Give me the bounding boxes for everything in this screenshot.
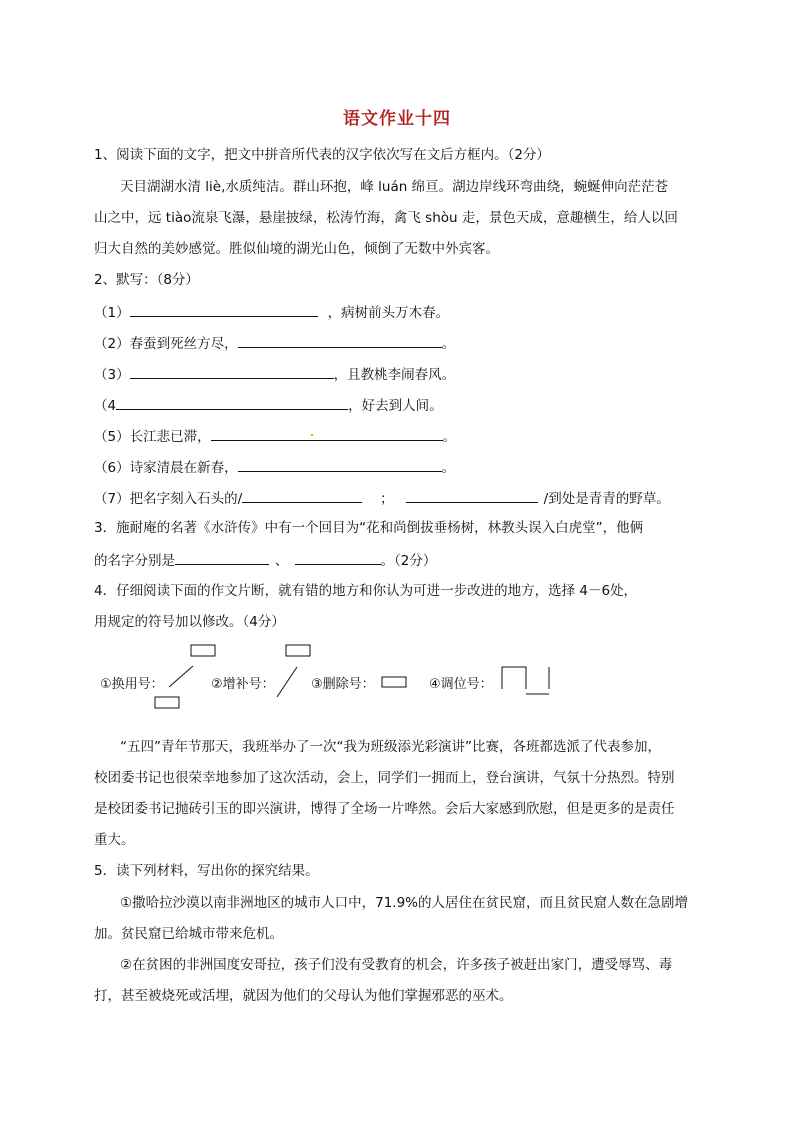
- q4-line-1: 4．仔细阅读下面的作文片断，就有错的地方和你认为可进一步改进的地方，选择 4－6处，: [94, 583, 638, 599]
- q2-line-5-text: （5）长江悲已滞，: [94, 429, 211, 445]
- answer-blank[interactable]: [238, 333, 442, 348]
- q3-separator: 、: [275, 553, 289, 569]
- symbol-replace-label: ①换用号：: [100, 677, 164, 692]
- q2-line-7: [94, 488, 670, 508]
- q4-passage-line-4: 重大。: [94, 832, 135, 848]
- q2-line-3-text: ，且教桃李闹春风。: [333, 367, 456, 383]
- symbol-delete: [311, 673, 375, 692]
- q4-passage-line-2: 校团委书记也很荣幸地参加了这次活动，会上，同学们一拥而上，登台演讲，气氛十分热烈。特别: [94, 770, 675, 786]
- q5-material-2-line-2: 打，甚至被烧死或活埋，就因为他们的父母认为他们掌握邪恶的巫术。: [94, 988, 513, 1004]
- q2-line-2: [94, 333, 455, 353]
- q5-material-2-line-1: ②在贫困的非洲国度安哥拉，孩子们没有受教育的机会，许多孩子被赶出家门，遭受辱骂、毒: [120, 957, 673, 973]
- q2-line-7-end: /到处是青青的野草。: [543, 491, 670, 507]
- answer-blank[interactable]: [295, 550, 381, 565]
- q2-line-4-number: （4: [94, 398, 117, 414]
- q2-line-3-number: （3）: [94, 367, 130, 383]
- delete-mark-icon: [382, 673, 383, 674]
- q2-line-3: [94, 364, 455, 384]
- q2-line-6: [94, 457, 455, 477]
- q2-line-6-end: 。: [441, 460, 456, 476]
- symbol-insert-label: ②增补号：: [211, 677, 275, 692]
- replace-mark-icon: [155, 673, 156, 674]
- q3-line-2-end: 。（2分）: [380, 553, 437, 569]
- answer-blank[interactable]: [175, 550, 269, 565]
- answer-blank[interactable]: [406, 488, 538, 503]
- q2-line-1-text: ，病树前头万木春。: [327, 305, 450, 321]
- symbol-reorder-label: ④调位号：: [429, 677, 493, 692]
- q5-material-1-line-2: 加。贫民窟已给城市带来危机。: [94, 926, 283, 942]
- q3-line-2-text: 的名字分别是: [94, 553, 175, 569]
- q2-line-4-text: ，好去到人间。: [348, 398, 443, 414]
- insert-mark-icon: [275, 673, 276, 674]
- q3-line-2: [94, 550, 436, 570]
- q4-passage-line-3: 是校团委书记抛砖引玉的即兴演讲，博得了全场一片哗然。会后大家感到欣慰，但是更多的是责任: [94, 801, 675, 817]
- q2-line-6-text: （6）诗家清晨在新春，: [94, 460, 238, 476]
- q1-prompt: 1、阅读下面的文字，把文中拼音所代表的汉字依次写在文后方框内。（2分）: [94, 147, 550, 163]
- q2-line-5: [94, 426, 456, 446]
- q2-line-4: [94, 395, 443, 415]
- q2-line-2-text: （2）春蚕到死丝方尽，: [94, 336, 238, 352]
- q1-passage-line-2: 山之中，远 tiào流泉飞瀑，悬崖披绿，松涛竹海，禽飞 shòu 走，景色天成，意趣横生，给人以回: [94, 210, 678, 226]
- q1-passage-line-3: 归大自然的美妙感觉。胜似仙境的湖光山色，倾倒了无数中外宾客。: [94, 241, 499, 257]
- q4-passage-line-1: “五四”青年节那天，我班举办了一次“我为班级添光彩演讲”比赛，各班都选派了代表参加，: [120, 739, 661, 755]
- answer-blank[interactable]: [211, 426, 443, 441]
- answer-blank[interactable]: [116, 395, 348, 410]
- symbol-insert: [211, 673, 275, 692]
- q4-line-2: 用规定的符号加以修改。（4分）: [94, 614, 285, 630]
- answer-blank[interactable]: [242, 488, 362, 503]
- reorder-mark-icon: [501, 673, 502, 674]
- stray-mark: [311, 434, 313, 436]
- q3-line-1: 3．施耐庵的名著《水浒传》中有一个回目为“花和尚倒拔垂杨树，林教头误入白虎堂”，他俩: [94, 520, 644, 536]
- symbol-reorder: [429, 673, 493, 692]
- q2-line-1: [94, 302, 449, 322]
- q2-line-5-end: 。: [442, 429, 457, 445]
- q2-line-2-end: 。: [441, 336, 456, 352]
- q5-material-1-line-1: ①撒哈拉沙漠以南非洲地区的城市人口中，71.9%的人居住在贫民窟，而且贫民窟人数在急剧增: [120, 895, 688, 911]
- symbol-delete-label: ③删除号：: [311, 677, 375, 692]
- symbol-replace: [100, 673, 164, 692]
- page-title: 语文作业十四: [343, 109, 451, 129]
- q5-prompt: 5．读下列材料，写出你的探究结果。: [94, 863, 319, 879]
- q2-line-7-separator: ；: [380, 491, 394, 507]
- q2-line-7-text: （7）把名字刻入石头的/: [94, 491, 243, 507]
- q1-passage-line-1: 天目湖湖水清 liè,水质纯洁。群山环抱，峰 luán 绵亘。湖边岸线环弯曲绕，蜿蜒伸向茫茫苍: [120, 179, 669, 195]
- answer-blank[interactable]: [130, 364, 334, 379]
- q2-line-1-number: （1）: [94, 305, 130, 321]
- answer-blank[interactable]: [130, 302, 318, 317]
- answer-blank[interactable]: [238, 457, 442, 472]
- q2-prompt: 2、默写：（8分）: [94, 272, 199, 288]
